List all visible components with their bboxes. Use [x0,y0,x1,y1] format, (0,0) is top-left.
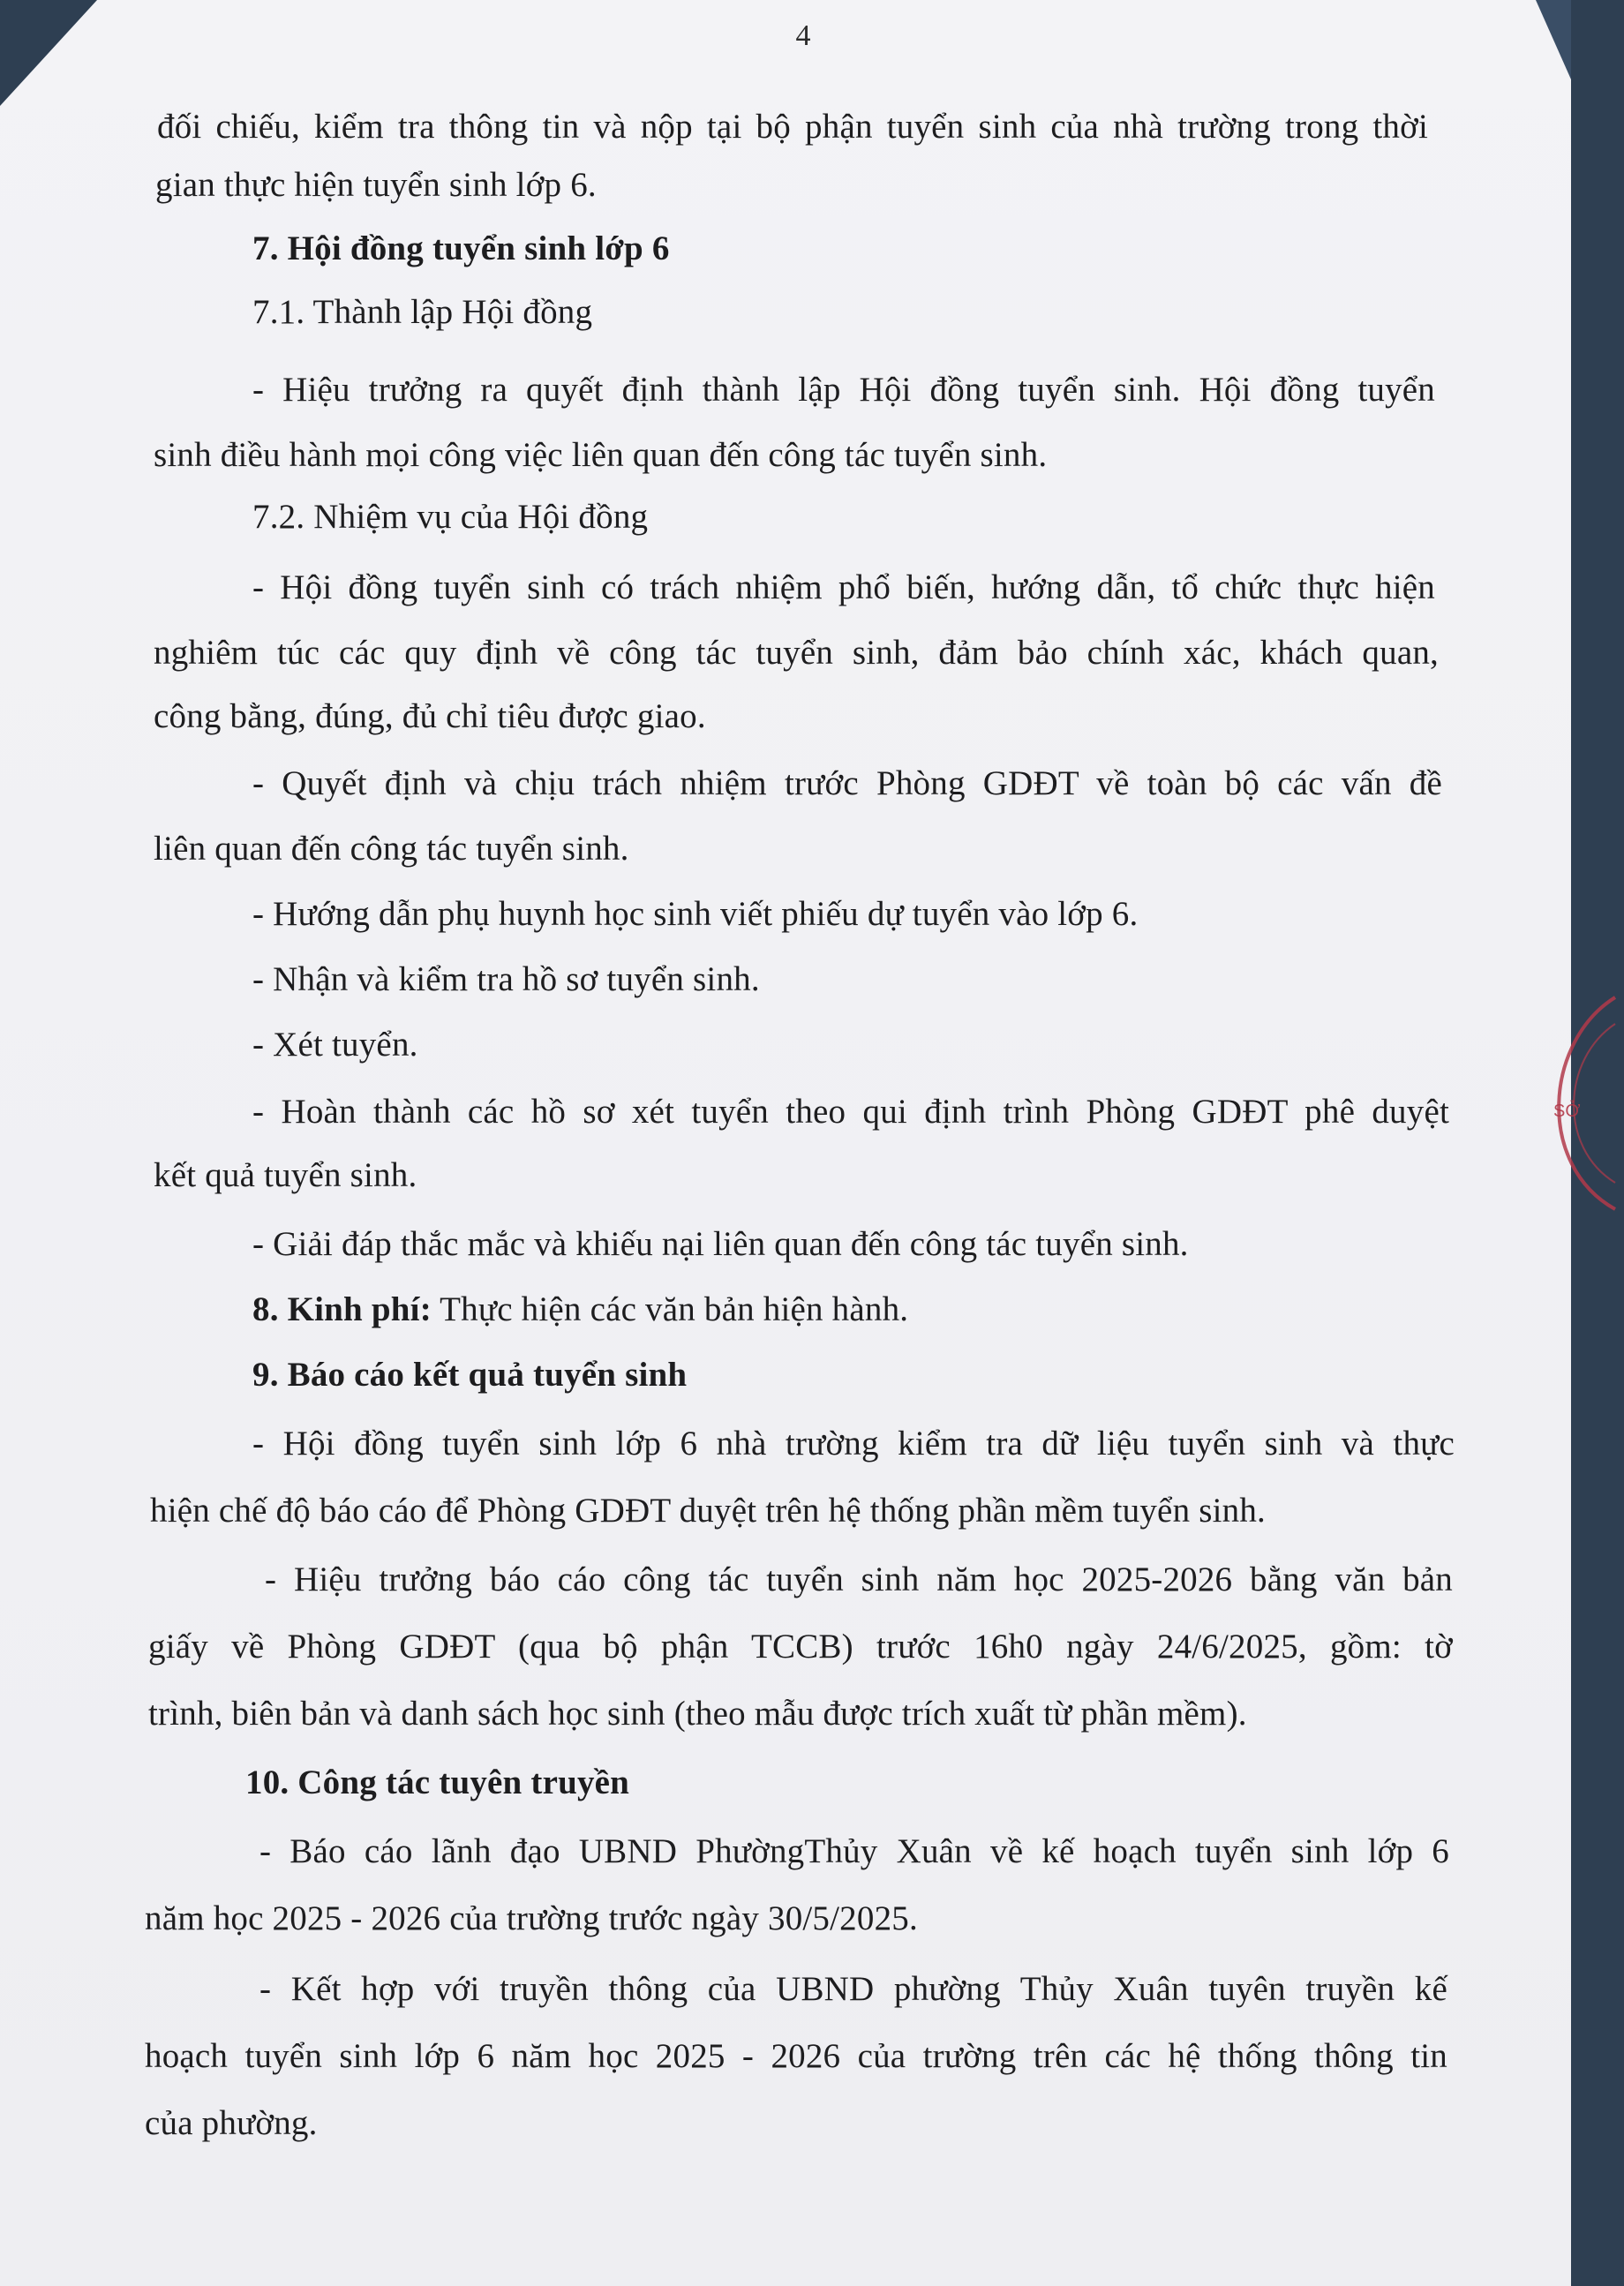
paragraph-line: hiện chế độ báo cáo để Phòng GDĐT duyệt trên hệ thống phần mềm tuyển sinh. [150,1492,1266,1530]
paragraph-line: - Quyết định và chịu trách nhiệm trước Phòng GDĐT về toàn bộ các vấn đề [252,764,1442,802]
section-heading-8-label: 8. Kinh phí: [252,1290,432,1328]
paragraph-line: của phường. [145,2104,318,2142]
paragraph-line: gian thực hiện tuyển sinh lớp 6. [155,166,597,204]
paragraph-line: - Kết hợp với truyền thông của UBND phường Thủy Xuân tuyên truyền kế [259,1970,1447,2008]
paragraph-line: hoạch tuyển sinh lớp 6 năm học 2025 - 2026 của trường trên các hệ thống thông tin [145,2037,1447,2075]
list-item: - Giải đáp thắc mắc và khiếu nại liên quan đến công tác tuyển sinh. [252,1225,1189,1263]
seal-text: SỞ [1553,1102,1581,1121]
paragraph-line: sinh điều hành mọi công việc liên quan đến công tác tuyển sinh. [154,436,1048,474]
paragraph-line: kết quả tuyển sinh. [154,1156,417,1194]
section-heading-9: 9. Báo cáo kết quả tuyển sinh [252,1356,688,1394]
subsection-heading-7-1: 7.1. Thành lập Hội đồng [252,293,593,331]
section-heading-10: 10. Công tác tuyên truyền [245,1763,630,1801]
paragraph-line: - Hội đồng tuyển sinh lớp 6 nhà trường kiểm tra dữ liệu tuyển sinh và thực [252,1425,1455,1463]
section-heading-7: 7. Hội đồng tuyển sinh lớp 6 [252,229,670,267]
subsection-heading-7-2: 7.2. Nhiệm vụ của Hội đồng [252,498,649,536]
paragraph-line: - Hiệu trưởng ra quyết định thành lập Hội đồng tuyển sinh. Hội đồng tuyển [252,371,1435,409]
paragraph-line: - Báo cáo lãnh đạo UBND PhườngThủy Xuân về kế hoạch tuyển sinh lớp 6 [259,1832,1449,1870]
list-item: - Xét tuyển. [252,1026,418,1064]
paragraph-line: liên quan đến công tác tuyển sinh. [154,830,629,868]
list-item: - Hướng dẫn phụ huynh học sinh viết phiếu dự tuyển vào lớp 6. [252,895,1139,933]
paragraph-line: giấy về Phòng GDĐT (qua bộ phận TCCB) trước 16h0 ngày 24/6/2025, gồm: tờ [148,1628,1453,1666]
section-heading-8 [252,1289,908,1331]
section-heading-8-text: Thực hiện các văn bản hiện hành. [440,1290,909,1328]
red-seal-stamp [1518,989,1624,1218]
list-item: - Nhận và kiểm tra hồ sơ tuyển sinh. [252,960,760,998]
paragraph-line: - Hoàn thành các hồ sơ xét tuyển theo qui định trình Phòng GDĐT phê duyệt [252,1093,1449,1131]
paragraph-line: trình, biên bản và danh sách học sinh (theo mẫu được trích xuất từ phần mềm). [148,1695,1247,1733]
paragraph-line: công bằng, đúng, đủ chỉ tiêu được giao. [154,697,706,735]
page-number: 4 [795,19,811,52]
paragraph-line: đối chiếu, kiểm tra thông tin và nộp tại bộ phận tuyển sinh của nhà trường trong thời [157,108,1428,146]
paragraph-line: năm học 2025 - 2026 của trường trước ngày 30/5/2025. [145,1899,918,1937]
paragraph-line: - Hiệu trưởng báo cáo công tác tuyển sinh năm học 2025-2026 bằng văn bản [265,1560,1453,1598]
paragraph-line: nghiêm túc các quy định về công tác tuyển sinh, đảm bảo chính xác, khách quan, [154,634,1439,672]
paragraph-line: - Hội đồng tuyển sinh có trách nhiệm phổ biến, hướng dẫn, tổ chức thực hiện [252,568,1435,606]
